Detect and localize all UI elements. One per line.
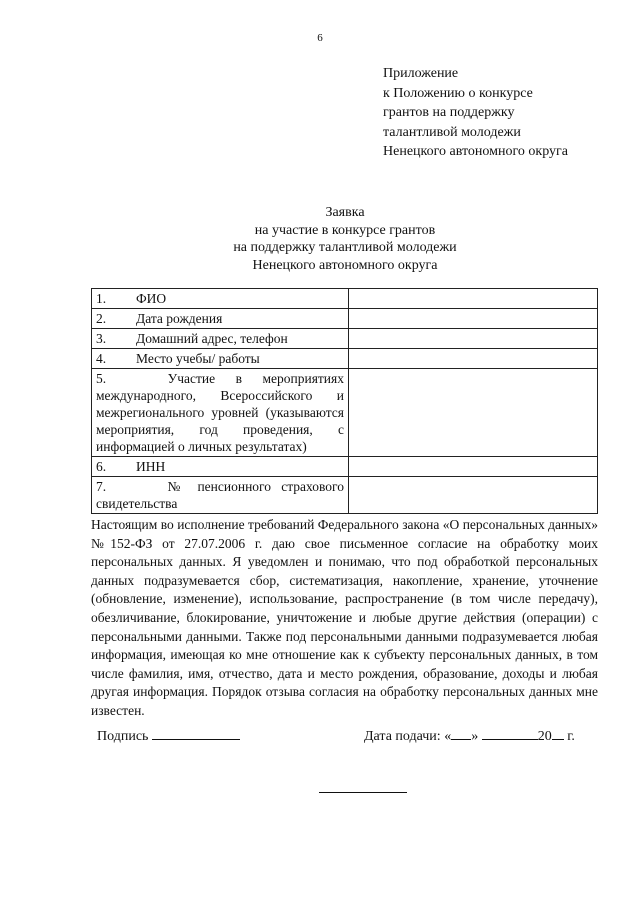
year-blank[interactable] <box>552 727 564 740</box>
form-label-cell <box>92 289 349 309</box>
title-line: на участие в конкурсе грантов <box>254 222 436 238</box>
year-suffix: г. <box>567 729 575 744</box>
form-value-cell[interactable] <box>349 349 598 369</box>
submission-date-block <box>364 727 575 745</box>
title-heading: Заявка <box>325 205 365 220</box>
row-number: 4. <box>96 351 107 366</box>
title-line: Ненецкого автономного округа <box>252 257 438 273</box>
row-label: ИНН <box>136 459 166 474</box>
closing-divider <box>319 792 407 793</box>
form-row-name <box>92 289 598 309</box>
form-label-cell <box>92 457 349 477</box>
form-row-pension <box>92 477 598 514</box>
appendix-header <box>383 64 568 162</box>
appendix-line: к Положению о конкурсе <box>383 85 533 101</box>
row-number: 7. <box>96 479 107 494</box>
appendix-line: грантов на поддержку <box>383 105 515 120</box>
signature-label: Подпись <box>97 729 149 744</box>
form-row-events <box>92 369 598 457</box>
row-label: ФИО <box>136 291 167 306</box>
row-number: 3. <box>96 331 107 346</box>
row-number: 1. <box>96 291 107 306</box>
close-quote: » <box>471 729 479 744</box>
row-label: № пенсионного страхового свидетельства <box>96 479 344 511</box>
page-number: 6 <box>317 32 323 44</box>
form-value-cell[interactable] <box>349 309 598 329</box>
form-label-cell <box>92 329 349 349</box>
form-value-cell[interactable] <box>349 369 598 457</box>
form-row-birthdate <box>92 309 598 329</box>
application-form-table <box>91 288 598 514</box>
row-label: Место учебы/ работы <box>136 351 260 366</box>
row-label: Домашний адрес, телефон <box>136 331 288 346</box>
form-value-cell[interactable] <box>349 457 598 477</box>
document-title <box>0 204 640 274</box>
form-label-cell <box>92 349 349 369</box>
signature-block <box>97 727 240 745</box>
row-label: Дата рождения <box>136 311 223 326</box>
appendix-line: Ненецкого автономного округа <box>383 144 568 159</box>
form-row-workplace <box>92 349 598 369</box>
signature-line[interactable] <box>152 727 240 740</box>
form-label-cell <box>92 309 349 329</box>
month-blank[interactable] <box>482 727 538 740</box>
title-line: на поддержку талантливой молодежи <box>233 240 457 256</box>
row-number: 5. <box>96 371 107 386</box>
year-prefix: 20 <box>537 729 552 744</box>
row-number: 6. <box>96 459 107 474</box>
form-label-cell <box>92 477 349 514</box>
open-quote: « <box>444 729 452 744</box>
consent-paragraph: Настоящим во исполнение требований Федерального закона «О персональных данных» №152-ФЗ от 27.07.2006 г. даю свое письменное согласие на обработку моих персональных данных. Я уведомлен и понимаю, что под обработкой персональных данных подразумевается сбор, систематизация, накопление, хранение, уточнение (обновление, изменение), использование, распространение (в том числе передачу), обезличивание, блокирование, уничтожение и любые другие действия (операции) с персональными данными. Также под персональными данными подразумевается любая информация, имеющая ко мне отношение как к субъекту персональных данных, в том числе фамилия, имя, отчество, дата и место рождения, образование, доходы и любая другая информация. Порядок отзыва согласия на обработку персональных данных мне известен. <box>91 517 598 718</box>
form-label-cell <box>92 369 349 457</box>
form-value-cell[interactable] <box>349 289 598 309</box>
form-value-cell[interactable] <box>349 329 598 349</box>
form-row-inn <box>92 457 598 477</box>
appendix-line: Приложение <box>383 66 459 81</box>
row-label: Участие в мероприятиях международного, Всероссийского и межрегионального уровней (указываются мероприятия, год проведения, с информацией о личных результатах) <box>96 371 344 454</box>
date-label: Дата подачи: <box>364 729 441 744</box>
form-row-address <box>92 329 598 349</box>
appendix-line: талантливой молодежи <box>383 124 521 140</box>
row-number: 2. <box>96 311 107 326</box>
day-blank[interactable] <box>451 727 471 740</box>
form-value-cell[interactable] <box>349 477 598 514</box>
